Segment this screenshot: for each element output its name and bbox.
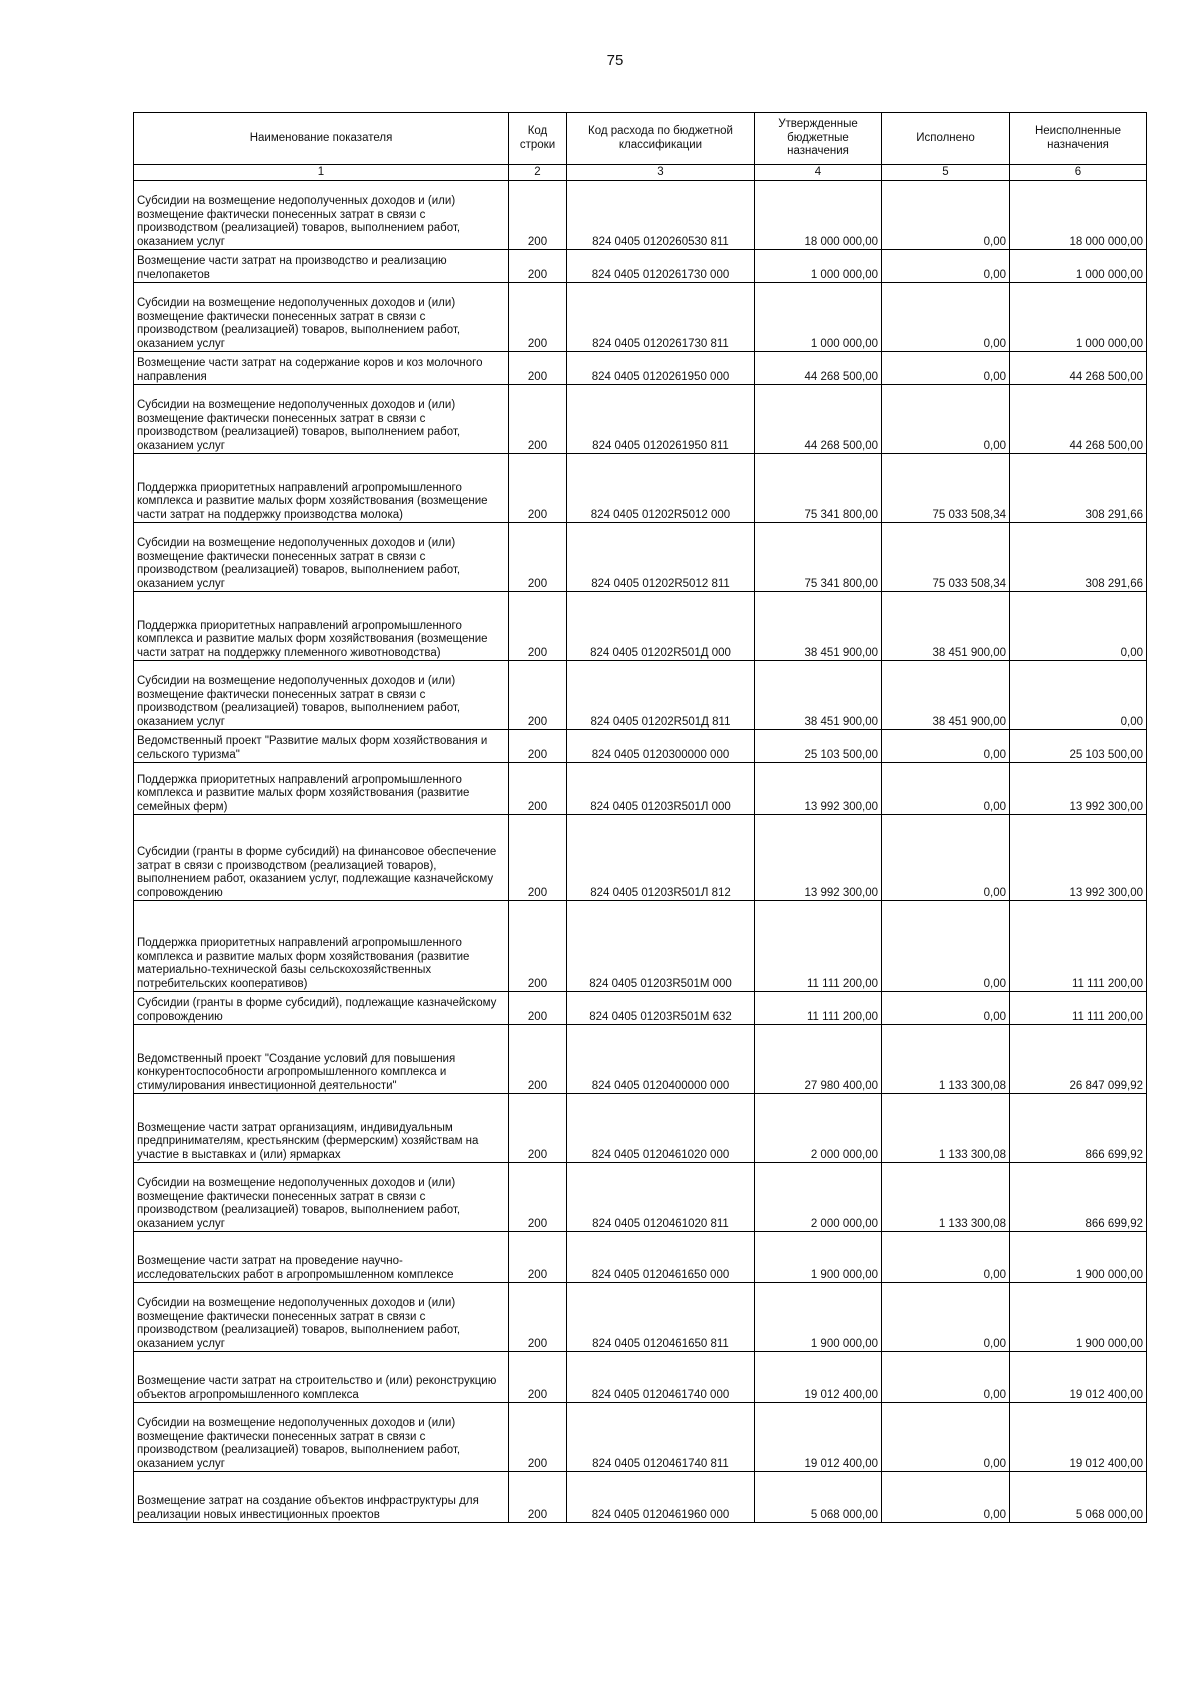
row-executed: 0,00: [882, 250, 1010, 283]
row-budget-code: 824 0405 0120261730 811: [567, 283, 755, 352]
row-line-code: 200: [509, 1283, 567, 1352]
row-line-code: 200: [509, 181, 567, 250]
row-name: Поддержка приоритетных направлений агропромышленного комплекса и развитие малых форм хозяйствования (развитие семейных ферм): [134, 763, 509, 815]
table-row: [134, 181, 1147, 250]
row-approved: 2 000 000,00: [755, 1094, 882, 1163]
row-approved: 13 992 300,00: [755, 815, 882, 901]
row-line-code: 200: [509, 592, 567, 661]
row-name: Возмещение части затрат организациям, индивидуальным предпринимателям, крестьянским (фермерским) хозяйствам на участие в выставках и (или) ярмарках: [134, 1094, 509, 1163]
row-budget-code: 824 0405 01203R501Л 812: [567, 815, 755, 901]
row-approved: 44 268 500,00: [755, 385, 882, 454]
row-budget-code: 824 0405 0120461740 811: [567, 1403, 755, 1472]
row-name: Субсидии на возмещение недополученных доходов и (или) возмещение фактически понесенных затрат в связи с производством (реализацией) товаров, выполнением работ, оказанием услуг: [134, 1163, 509, 1232]
row-name: Поддержка приоритетных направлений агропромышленного комплекса и развитие малых форм хозяйствования (возмещение части затрат на поддержку племенного животноводства): [134, 592, 509, 661]
row-line-code: 200: [509, 901, 567, 992]
row-unexecuted: 11 111 200,00: [1010, 992, 1147, 1025]
row-budget-code: 824 0405 01203R501М 000: [567, 901, 755, 992]
row-executed: 0,00: [882, 901, 1010, 992]
table-row: [134, 661, 1147, 730]
row-executed: 0,00: [882, 1283, 1010, 1352]
row-budget-code: 824 0405 01202R5012 811: [567, 523, 755, 592]
row-name: Субсидии на возмещение недополученных доходов и (или) возмещение фактически понесенных затрат в связи с производством (реализацией) товаров, выполнением работ, оказанием услуг: [134, 385, 509, 454]
row-name: Возмещение части затрат на содержание коров и коз молочного направления: [134, 352, 509, 385]
row-unexecuted: 1 000 000,00: [1010, 250, 1147, 283]
table-row: [134, 1472, 1147, 1523]
row-executed: 1 133 300,08: [882, 1025, 1010, 1094]
row-unexecuted: 1 000 000,00: [1010, 283, 1147, 352]
row-name: Субсидии на возмещение недополученных доходов и (или) возмещение фактически понесенных затрат в связи с производством (реализацией) товаров, выполнением работ, оказанием услуг: [134, 1403, 509, 1472]
row-name: Субсидии (гранты в форме субсидий) на финансовое обеспечение затрат в связи с производством (реализацией товаров), выполнением работ, оказанием услуг, подлежащие казначейскому сопровождению: [134, 815, 509, 901]
row-budget-code: 824 0405 0120461650 000: [567, 1232, 755, 1283]
row-unexecuted: 13 992 300,00: [1010, 763, 1147, 815]
table-row: [134, 1352, 1147, 1403]
row-unexecuted: 0,00: [1010, 592, 1147, 661]
row-approved: 5 068 000,00: [755, 1472, 882, 1523]
row-approved: 75 341 800,00: [755, 523, 882, 592]
row-name: Субсидии на возмещение недополученных доходов и (или) возмещение фактически понесенных затрат в связи с производством (реализацией) товаров, выполнением работ, оказанием услуг: [134, 181, 509, 250]
row-name: Субсидии на возмещение недополученных доходов и (или) возмещение фактически понесенных затрат в связи с производством (реализацией) товаров, выполнением работ, оказанием услуг: [134, 523, 509, 592]
row-line-code: 200: [509, 730, 567, 763]
row-name: Ведомственный проект "Развитие малых форм хозяйствования и сельского туризма": [134, 730, 509, 763]
column-index: 3: [567, 165, 755, 181]
row-line-code: 200: [509, 1472, 567, 1523]
row-approved: 19 012 400,00: [755, 1403, 882, 1472]
row-unexecuted: 308 291,66: [1010, 454, 1147, 523]
table-row: [134, 523, 1147, 592]
row-name: Возмещение затрат на создание объектов инфраструктуры для реализации новых инвестиционных проектов: [134, 1472, 509, 1523]
row-unexecuted: 44 268 500,00: [1010, 352, 1147, 385]
row-name: Субсидии на возмещение недополученных доходов и (или) возмещение фактически понесенных затрат в связи с производством (реализацией) товаров, выполнением работ, оказанием услуг: [134, 1283, 509, 1352]
table-row: [134, 763, 1147, 815]
row-approved: 25 103 500,00: [755, 730, 882, 763]
table-row: [134, 385, 1147, 454]
row-line-code: 200: [509, 1094, 567, 1163]
row-budget-code: 824 0405 0120461650 811: [567, 1283, 755, 1352]
column-index: 1: [134, 165, 509, 181]
row-approved: 11 111 200,00: [755, 901, 882, 992]
table-row: [134, 1283, 1147, 1352]
row-budget-code: 824 0405 0120461020 811: [567, 1163, 755, 1232]
row-line-code: 200: [509, 1163, 567, 1232]
row-approved: 27 980 400,00: [755, 1025, 882, 1094]
row-line-code: 200: [509, 1025, 567, 1094]
row-name: Субсидии (гранты в форме субсидий), подлежащие казначейскому сопровождению: [134, 992, 509, 1025]
row-unexecuted: 44 268 500,00: [1010, 385, 1147, 454]
row-name: Поддержка приоритетных направлений агропромышленного комплекса и развитие малых форм хозяйствования (развитие материально-технической базы сельскохозяйственных потребительских кооперативов): [134, 901, 509, 992]
header-approved: Утвержденные бюджетные назначения: [755, 113, 882, 165]
row-name: Субсидии на возмещение недополученных доходов и (или) возмещение фактически понесенных затрат в связи с производством (реализацией) товаров, выполнением работ, оказанием услуг: [134, 283, 509, 352]
row-budget-code: 824 0405 0120260530 811: [567, 181, 755, 250]
table-row: [134, 1163, 1147, 1232]
row-line-code: 200: [509, 250, 567, 283]
row-budget-code: 824 0405 0120461960 000: [567, 1472, 755, 1523]
row-unexecuted: 26 847 099,92: [1010, 1025, 1147, 1094]
budget-execution-table: [133, 112, 1147, 1523]
row-approved: 1 000 000,00: [755, 250, 882, 283]
header-indicator-name: Наименование показателя: [134, 113, 509, 165]
column-index: 4: [755, 165, 882, 181]
row-executed: 1 133 300,08: [882, 1094, 1010, 1163]
row-line-code: 200: [509, 992, 567, 1025]
row-executed: 0,00: [882, 815, 1010, 901]
header-line-code: Код строки: [509, 113, 567, 165]
row-line-code: 200: [509, 815, 567, 901]
row-name: Поддержка приоритетных направлений агропромышленного комплекса и развитие малых форм хозяйствования (возмещение части затрат на поддержку производства молока): [134, 454, 509, 523]
row-name: Возмещение части затрат на проведение научно-исследовательских работ в агропромышленном комплексе: [134, 1232, 509, 1283]
row-line-code: 200: [509, 523, 567, 592]
row-approved: 75 341 800,00: [755, 454, 882, 523]
row-executed: 1 133 300,08: [882, 1163, 1010, 1232]
table-row: [134, 250, 1147, 283]
row-budget-code: 824 0405 0120461020 000: [567, 1094, 755, 1163]
row-executed: 75 033 508,34: [882, 523, 1010, 592]
row-budget-code: 824 0405 01203R501М 632: [567, 992, 755, 1025]
row-budget-code: 824 0405 01202R5012 000: [567, 454, 755, 523]
page-number: 75: [606, 52, 624, 69]
row-unexecuted: 11 111 200,00: [1010, 901, 1147, 992]
row-line-code: 200: [509, 1403, 567, 1472]
row-approved: 44 268 500,00: [755, 352, 882, 385]
table-index-row: [134, 165, 1147, 181]
row-budget-code: 824 0405 01203R501Л 000: [567, 763, 755, 815]
table-row: [134, 454, 1147, 523]
row-name: Возмещение части затрат на строительство и (или) реконструкцию объектов агропромышленного комплекса: [134, 1352, 509, 1403]
row-executed: 75 033 508,34: [882, 454, 1010, 523]
table-row: [134, 592, 1147, 661]
row-line-code: 200: [509, 352, 567, 385]
table-header-row: [134, 113, 1147, 165]
table-row: [134, 815, 1147, 901]
row-unexecuted: 13 992 300,00: [1010, 815, 1147, 901]
row-unexecuted: 866 699,92: [1010, 1163, 1147, 1232]
row-executed: 0,00: [882, 763, 1010, 815]
row-executed: 0,00: [882, 352, 1010, 385]
row-approved: 1 900 000,00: [755, 1283, 882, 1352]
row-budget-code: 824 0405 0120400000 000: [567, 1025, 755, 1094]
row-unexecuted: 308 291,66: [1010, 523, 1147, 592]
row-budget-code: 824 0405 0120461740 000: [567, 1352, 755, 1403]
row-unexecuted: 25 103 500,00: [1010, 730, 1147, 763]
row-approved: 38 451 900,00: [755, 592, 882, 661]
row-budget-code: 824 0405 0120261730 000: [567, 250, 755, 283]
row-name: Ведомственный проект "Создание условий для повышения конкурентоспособности агропромышленного комплекса и стимулирования инвестиционной деятельности": [134, 1025, 509, 1094]
table-row: [134, 352, 1147, 385]
row-line-code: 200: [509, 283, 567, 352]
row-executed: 0,00: [882, 992, 1010, 1025]
table-row: [134, 992, 1147, 1025]
row-executed: 0,00: [882, 283, 1010, 352]
row-budget-code: 824 0405 0120300000 000: [567, 730, 755, 763]
row-executed: 0,00: [882, 730, 1010, 763]
row-line-code: 200: [509, 385, 567, 454]
header-executed: Исполнено: [882, 113, 1010, 165]
row-budget-code: 824 0405 0120261950 000: [567, 352, 755, 385]
row-approved: 11 111 200,00: [755, 992, 882, 1025]
row-approved: 2 000 000,00: [755, 1163, 882, 1232]
row-executed: 0,00: [882, 1232, 1010, 1283]
row-line-code: 200: [509, 454, 567, 523]
table-row: [134, 283, 1147, 352]
row-approved: 1 000 000,00: [755, 283, 882, 352]
column-index: 2: [509, 165, 567, 181]
row-unexecuted: 866 699,92: [1010, 1094, 1147, 1163]
row-line-code: 200: [509, 763, 567, 815]
table-row: [134, 1403, 1147, 1472]
row-budget-code: 824 0405 01202R501Д 811: [567, 661, 755, 730]
header-unexecuted: Неисполненные назначения: [1010, 113, 1147, 165]
row-executed: 38 451 900,00: [882, 592, 1010, 661]
row-line-code: 200: [509, 1352, 567, 1403]
row-executed: 0,00: [882, 1472, 1010, 1523]
row-executed: 38 451 900,00: [882, 661, 1010, 730]
row-executed: 0,00: [882, 181, 1010, 250]
row-approved: 1 900 000,00: [755, 1232, 882, 1283]
row-approved: 19 012 400,00: [755, 1352, 882, 1403]
row-unexecuted: 5 068 000,00: [1010, 1472, 1147, 1523]
row-budget-code: 824 0405 01202R501Д 000: [567, 592, 755, 661]
table-row: [134, 730, 1147, 763]
header-budget-code: Код расхода по бюджетной классификации: [567, 113, 755, 165]
row-unexecuted: 1 900 000,00: [1010, 1232, 1147, 1283]
row-executed: 0,00: [882, 1403, 1010, 1472]
table-row: [134, 1094, 1147, 1163]
row-unexecuted: 1 900 000,00: [1010, 1283, 1147, 1352]
row-unexecuted: 19 012 400,00: [1010, 1352, 1147, 1403]
table-row: [134, 1025, 1147, 1094]
row-unexecuted: 19 012 400,00: [1010, 1403, 1147, 1472]
row-unexecuted: 0,00: [1010, 661, 1147, 730]
table-row: [134, 901, 1147, 992]
table-row: [134, 1232, 1147, 1283]
row-budget-code: 824 0405 0120261950 811: [567, 385, 755, 454]
row-executed: 0,00: [882, 385, 1010, 454]
row-name: Субсидии на возмещение недополученных доходов и (или) возмещение фактически понесенных затрат в связи с производством (реализацией) товаров, выполнением работ, оказанием услуг: [134, 661, 509, 730]
row-line-code: 200: [509, 661, 567, 730]
row-executed: 0,00: [882, 1352, 1010, 1403]
row-line-code: 200: [509, 1232, 567, 1283]
row-approved: 13 992 300,00: [755, 763, 882, 815]
row-approved: 18 000 000,00: [755, 181, 882, 250]
row-unexecuted: 18 000 000,00: [1010, 181, 1147, 250]
row-approved: 38 451 900,00: [755, 661, 882, 730]
row-name: Возмещение части затрат на производство и реализацию пчелопакетов: [134, 250, 509, 283]
column-index: 6: [1010, 165, 1147, 181]
column-index: 5: [882, 165, 1010, 181]
